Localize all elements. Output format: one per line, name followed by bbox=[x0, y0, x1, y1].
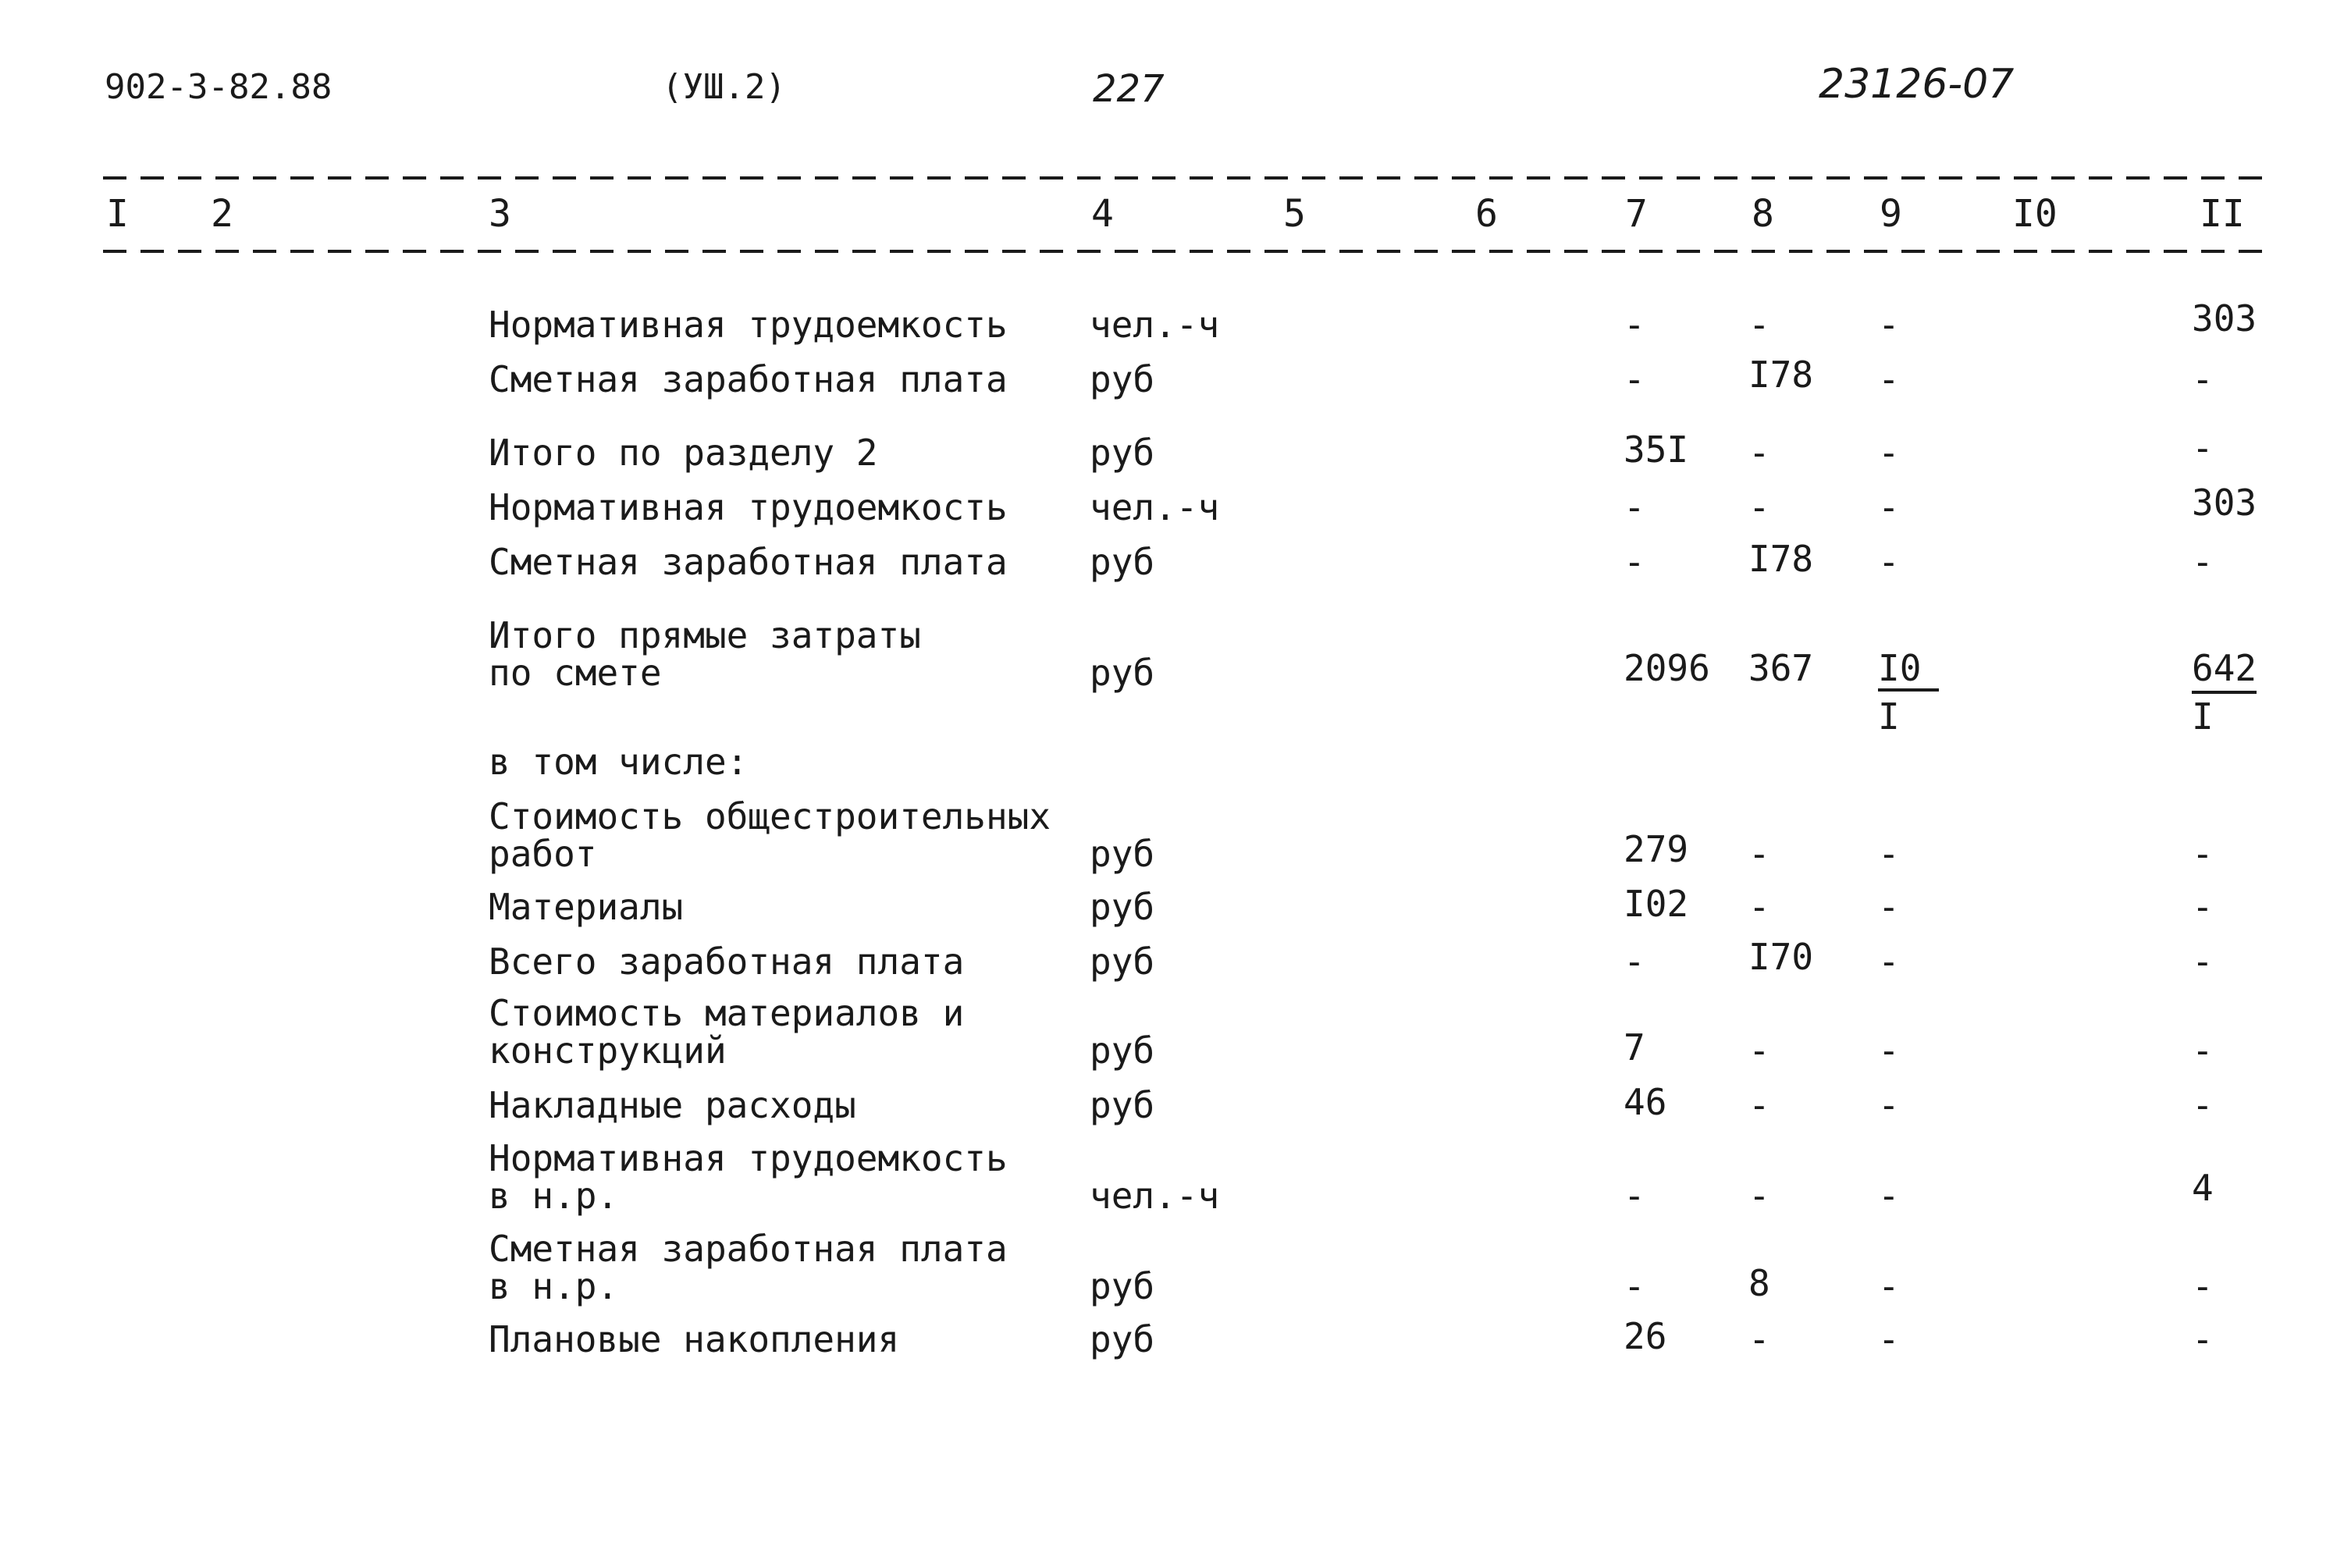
item-name: Сметная заработная плата bbox=[489, 358, 1008, 400]
column-header-6: 6 bbox=[1475, 192, 1498, 236]
col11-denominator: I bbox=[2192, 695, 2214, 738]
col8-value: - bbox=[1748, 1175, 1770, 1217]
col7-value: - bbox=[1624, 486, 1645, 528]
col8-value: 8 bbox=[1748, 1262, 1770, 1304]
column-header-3: 3 bbox=[489, 192, 511, 236]
item-unit: руб bbox=[1090, 652, 1155, 694]
item-unit: руб bbox=[1090, 886, 1155, 928]
col8-value: - bbox=[1748, 432, 1770, 474]
col11-value: - bbox=[2192, 1029, 2214, 1072]
col11-value: 303 bbox=[2192, 297, 2257, 340]
item-unit: чел.-ч bbox=[1090, 304, 1220, 346]
col11-value bbox=[2192, 649, 2257, 687]
column-header-4: 4 bbox=[1091, 192, 1114, 236]
item-name: Материалы bbox=[489, 886, 684, 928]
col9-value: - bbox=[1878, 541, 1900, 583]
item-name: Всего заработная плата bbox=[489, 940, 965, 983]
col8-value: - bbox=[1748, 1084, 1770, 1126]
col11-value: - bbox=[2192, 886, 2214, 928]
item-unit: руб bbox=[1090, 1029, 1155, 1072]
col8-value: - bbox=[1748, 833, 1770, 875]
item-name: Итого прямые затраты по смете bbox=[489, 614, 921, 694]
col11-numerator: 642 bbox=[2192, 647, 2257, 694]
col11-value: 4 bbox=[2192, 1167, 2214, 1209]
col7-value: - bbox=[1624, 304, 1645, 346]
section-label: в том числе: bbox=[489, 741, 749, 783]
item-name: Сметная заработная плата bbox=[489, 541, 1008, 583]
col9-value: - bbox=[1878, 886, 1900, 928]
item-name: Стоимость общестроительных работ bbox=[489, 795, 1051, 875]
document-number: 902-3-82.88 bbox=[105, 67, 333, 107]
item-unit: руб bbox=[1090, 358, 1155, 400]
col9-value: - bbox=[1878, 940, 1900, 983]
col9-value: - bbox=[1878, 833, 1900, 875]
item-name: Сметная заработная плата в н.р. bbox=[489, 1228, 1008, 1307]
col11-value: 303 bbox=[2192, 482, 2257, 524]
column-header-10: I0 bbox=[2012, 192, 2058, 236]
header-bottom-rule bbox=[103, 250, 2265, 253]
col7-value: 46 bbox=[1624, 1081, 1667, 1123]
column-header-9: 9 bbox=[1880, 192, 1902, 236]
col8-value: I78 bbox=[1748, 538, 1814, 580]
column-header-2: 2 bbox=[211, 192, 233, 236]
item-unit: руб bbox=[1090, 432, 1155, 474]
item-unit: руб bbox=[1090, 1084, 1155, 1126]
col9-value bbox=[1878, 649, 1939, 692]
col8-value: - bbox=[1748, 886, 1770, 928]
col7-value: - bbox=[1624, 541, 1645, 583]
col8-value: - bbox=[1748, 486, 1770, 528]
col11-value: - bbox=[2192, 427, 2214, 469]
col11-value: - bbox=[2192, 940, 2214, 983]
col7-value: 2096 bbox=[1624, 647, 1710, 689]
col9-value: - bbox=[1878, 1084, 1900, 1126]
page-number: 227 bbox=[1093, 67, 1165, 111]
item-unit: чел.-ч bbox=[1090, 486, 1220, 528]
col11-value: - bbox=[2192, 833, 2214, 875]
col9-denominator: I bbox=[1878, 695, 1900, 738]
col8-value: 367 bbox=[1748, 647, 1814, 689]
col7-value: - bbox=[1624, 1265, 1645, 1307]
col9-value: - bbox=[1878, 486, 1900, 528]
item-name: Стоимость материалов и конструкций bbox=[489, 992, 965, 1072]
item-unit: руб bbox=[1090, 1318, 1155, 1360]
album-number: (УШ.2) bbox=[662, 67, 786, 107]
item-name: Плановые накопления bbox=[489, 1318, 900, 1360]
column-header-1: I bbox=[106, 192, 129, 236]
col8-value: I70 bbox=[1748, 936, 1814, 978]
column-header-5: 5 bbox=[1283, 192, 1306, 236]
item-name: Итого по разделу 2 bbox=[489, 432, 878, 474]
col7-value: - bbox=[1624, 940, 1645, 983]
col9-numerator: I0 bbox=[1878, 649, 1939, 692]
col9-value: - bbox=[1878, 432, 1900, 474]
col7-value: 35I bbox=[1624, 428, 1689, 471]
col11-value: - bbox=[2192, 1318, 2214, 1360]
item-unit: чел.-ч bbox=[1090, 1175, 1220, 1217]
col11-value: - bbox=[2192, 358, 2214, 400]
column-header-7: 7 bbox=[1625, 192, 1648, 236]
col7-value: I02 bbox=[1624, 883, 1689, 925]
col8-value: - bbox=[1748, 304, 1770, 346]
col7-value: 7 bbox=[1624, 1026, 1645, 1068]
col11-value: - bbox=[2192, 1084, 2214, 1126]
col9-value: - bbox=[1878, 1175, 1900, 1217]
item-name: Накладные расходы bbox=[489, 1084, 856, 1126]
col8-value: - bbox=[1748, 1029, 1770, 1072]
col9-value: - bbox=[1878, 358, 1900, 400]
item-unit: руб bbox=[1090, 940, 1155, 983]
col11-value: - bbox=[2192, 541, 2214, 583]
item-name: Нормативная трудоемкость bbox=[489, 486, 1008, 528]
col7-value: 279 bbox=[1624, 828, 1689, 870]
col7-value: 26 bbox=[1624, 1315, 1667, 1357]
item-name: Нормативная трудоемкость в н.р. bbox=[489, 1137, 1008, 1217]
col7-value: - bbox=[1624, 1175, 1645, 1217]
item-name: Нормативная трудоемкость bbox=[489, 304, 1008, 346]
column-header-8: 8 bbox=[1752, 192, 1774, 236]
item-unit: руб bbox=[1090, 833, 1155, 875]
col8-value: - bbox=[1748, 1318, 1770, 1360]
col11-value: - bbox=[2192, 1265, 2214, 1307]
archive-code: 23126-07 bbox=[1819, 61, 2015, 108]
col8-value: I78 bbox=[1748, 354, 1814, 396]
header-top-rule bbox=[103, 176, 2265, 180]
col9-value: - bbox=[1878, 1318, 1900, 1360]
col7-value: - bbox=[1624, 358, 1645, 400]
item-unit: руб bbox=[1090, 541, 1155, 583]
item-unit: руб bbox=[1090, 1265, 1155, 1307]
column-header-11: II bbox=[2200, 192, 2245, 236]
col9-value: - bbox=[1878, 1029, 1900, 1072]
col9-value: - bbox=[1878, 1265, 1900, 1307]
col9-value: - bbox=[1878, 304, 1900, 346]
